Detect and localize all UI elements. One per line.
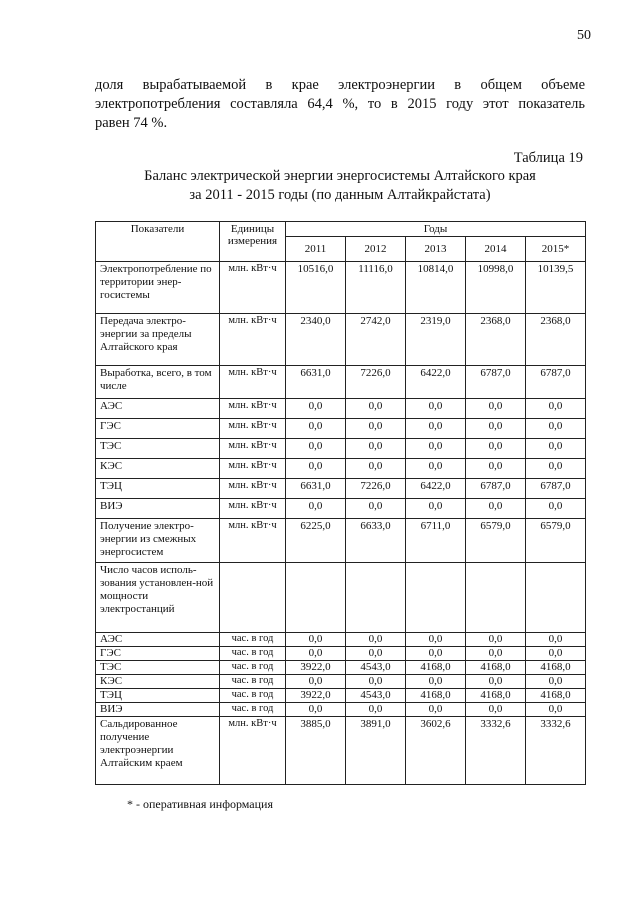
- header-year: 2013: [406, 237, 466, 262]
- table-body: [96, 262, 586, 785]
- row-value: 6422,0: [406, 479, 466, 499]
- row-value: 3332,6: [466, 717, 526, 785]
- row-label: Передача электро-энергии за пределы Алтайского края: [96, 314, 220, 366]
- table-row: [96, 661, 586, 675]
- row-value: 6787,0: [466, 479, 526, 499]
- row-unit: час. в год: [220, 689, 286, 703]
- table-title-line-2: за 2011 - 2015 годы (по данным Алтайкрайстата): [189, 187, 491, 203]
- row-value: 4168,0: [466, 661, 526, 675]
- table-row: [96, 419, 586, 439]
- table-row: [96, 519, 586, 563]
- header-unit: Единицы измерения: [220, 222, 286, 262]
- row-value: 0,0: [346, 459, 406, 479]
- row-value: 4168,0: [406, 689, 466, 703]
- row-value: 0,0: [346, 439, 406, 459]
- header-year: 2012: [346, 237, 406, 262]
- row-value: 6422,0: [406, 366, 466, 399]
- row-unit: млн. кВт·ч: [220, 419, 286, 439]
- row-value: [466, 563, 526, 633]
- row-value: 0,0: [406, 703, 466, 717]
- row-value: 4543,0: [346, 689, 406, 703]
- header-indicator: Показатели: [96, 222, 220, 262]
- row-value: 0,0: [406, 419, 466, 439]
- row-value: 7226,0: [346, 479, 406, 499]
- row-value: 0,0: [466, 459, 526, 479]
- row-value: 0,0: [466, 499, 526, 519]
- row-value: 3602,6: [406, 717, 466, 785]
- row-value: 0,0: [346, 647, 406, 661]
- header-year: 2014: [466, 237, 526, 262]
- row-value: 3885,0: [286, 717, 346, 785]
- table-title-line-1: Баланс электрической энергии энергосистемы Алтайского края: [144, 168, 536, 184]
- row-label: ВИЭ: [96, 499, 220, 519]
- row-value: 0,0: [526, 459, 586, 479]
- row-value: 0,0: [526, 499, 586, 519]
- row-value: 3332,6: [526, 717, 586, 785]
- row-label: ТЭС: [96, 439, 220, 459]
- row-value: 0,0: [286, 675, 346, 689]
- row-value: 6579,0: [526, 519, 586, 563]
- row-label: ТЭС: [96, 661, 220, 675]
- page-number: 50: [577, 28, 591, 43]
- row-value: 10814,0: [406, 262, 466, 314]
- row-unit: [220, 563, 286, 633]
- row-value: 0,0: [286, 419, 346, 439]
- paragraph-line-3: равен 74 %.: [95, 115, 168, 131]
- row-value: 0,0: [346, 633, 406, 647]
- row-label: Сальдированное получение электроэнергии Алтайским краем: [96, 717, 220, 785]
- row-value: 0,0: [526, 703, 586, 717]
- paragraph-line-1: доля вырабатываемой в крае электроэнергии в общем объеме: [95, 77, 585, 93]
- row-value: 0,0: [286, 703, 346, 717]
- row-value: 0,0: [526, 419, 586, 439]
- row-label: ВИЭ: [96, 703, 220, 717]
- table-row: [96, 703, 586, 717]
- row-value: 4168,0: [526, 689, 586, 703]
- row-label: ГЭС: [96, 647, 220, 661]
- row-value: 0,0: [346, 675, 406, 689]
- row-value: 0,0: [406, 633, 466, 647]
- row-label: АЭС: [96, 633, 220, 647]
- row-value: 6225,0: [286, 519, 346, 563]
- row-value: 0,0: [466, 703, 526, 717]
- row-label: ТЭЦ: [96, 689, 220, 703]
- energy-balance-table: [95, 221, 586, 785]
- table-row: [96, 262, 586, 314]
- row-value: 0,0: [466, 675, 526, 689]
- table-row: [96, 439, 586, 459]
- row-value: 2368,0: [466, 314, 526, 366]
- row-value: 0,0: [286, 499, 346, 519]
- row-value: 4543,0: [346, 661, 406, 675]
- row-value: 6787,0: [466, 366, 526, 399]
- table-title: [95, 167, 585, 205]
- row-label: Электропотребление по территории энер-госистемы: [96, 262, 220, 314]
- row-value: 0,0: [466, 633, 526, 647]
- table-row: [96, 633, 586, 647]
- row-label: Число часов исполь-зования установлен-ной мощности электростанций: [96, 563, 220, 633]
- row-label: АЭС: [96, 399, 220, 419]
- row-value: 6633,0: [346, 519, 406, 563]
- row-value: 6711,0: [406, 519, 466, 563]
- row-label: Выработка, всего, в том числе: [96, 366, 220, 399]
- row-value: 0,0: [406, 459, 466, 479]
- row-value: 0,0: [526, 647, 586, 661]
- row-value: 6631,0: [286, 479, 346, 499]
- row-value: 0,0: [526, 633, 586, 647]
- row-unit: млн. кВт·ч: [220, 399, 286, 419]
- row-value: 0,0: [286, 647, 346, 661]
- row-unit: час. в год: [220, 703, 286, 717]
- paragraph-line-2: электропотребления составляла 64,4 %, то в 2015 году этот показатель: [95, 96, 585, 112]
- row-label: Получение электро-энергии из смежных энергосистем: [96, 519, 220, 563]
- row-value: 7226,0: [346, 366, 406, 399]
- row-unit: млн. кВт·ч: [220, 717, 286, 785]
- row-value: 0,0: [526, 399, 586, 419]
- row-unit: час. в год: [220, 675, 286, 689]
- row-value: 4168,0: [406, 661, 466, 675]
- row-label: ТЭЦ: [96, 479, 220, 499]
- row-unit: млн. кВт·ч: [220, 439, 286, 459]
- row-value: 10139,5: [526, 262, 586, 314]
- header-year: 2015*: [526, 237, 586, 262]
- row-value: 3922,0: [286, 689, 346, 703]
- row-label: КЭС: [96, 675, 220, 689]
- row-value: 4168,0: [526, 661, 586, 675]
- row-value: 2340,0: [286, 314, 346, 366]
- row-label: КЭС: [96, 459, 220, 479]
- row-value: 6787,0: [526, 366, 586, 399]
- row-value: [406, 563, 466, 633]
- row-value: 6787,0: [526, 479, 586, 499]
- row-unit: час. в год: [220, 661, 286, 675]
- row-value: 0,0: [466, 399, 526, 419]
- table-row: [96, 314, 586, 366]
- row-value: 0,0: [346, 499, 406, 519]
- table-row: [96, 399, 586, 419]
- row-value: 6631,0: [286, 366, 346, 399]
- row-value: 0,0: [466, 647, 526, 661]
- table-row: [96, 459, 586, 479]
- header-year: 2011: [286, 237, 346, 262]
- table-row: [96, 479, 586, 499]
- row-value: 2368,0: [526, 314, 586, 366]
- body-paragraph: [95, 76, 585, 133]
- row-unit: млн. кВт·ч: [220, 366, 286, 399]
- row-value: 2319,0: [406, 314, 466, 366]
- table-row: [96, 499, 586, 519]
- row-value: 10516,0: [286, 262, 346, 314]
- row-value: 0,0: [406, 647, 466, 661]
- table-row: [96, 717, 586, 785]
- row-value: 0,0: [346, 419, 406, 439]
- row-value: [526, 563, 586, 633]
- row-value: 4168,0: [466, 689, 526, 703]
- row-value: 0,0: [406, 675, 466, 689]
- table-row: [96, 689, 586, 703]
- row-value: 0,0: [526, 439, 586, 459]
- row-value: 10998,0: [466, 262, 526, 314]
- row-value: 3891,0: [346, 717, 406, 785]
- table-caption: Таблица 19: [513, 150, 583, 166]
- row-value: 0,0: [466, 439, 526, 459]
- row-value: 0,0: [466, 419, 526, 439]
- row-value: 0,0: [286, 439, 346, 459]
- row-value: 0,0: [286, 399, 346, 419]
- row-unit: млн. кВт·ч: [220, 519, 286, 563]
- row-value: 6579,0: [466, 519, 526, 563]
- table-row: [96, 675, 586, 689]
- row-value: 2742,0: [346, 314, 406, 366]
- header-years-group: Годы: [286, 222, 586, 237]
- row-unit: млн. кВт·ч: [220, 314, 286, 366]
- row-value: 0,0: [406, 499, 466, 519]
- row-label: ГЭС: [96, 419, 220, 439]
- row-value: 0,0: [286, 459, 346, 479]
- row-unit: час. в год: [220, 633, 286, 647]
- row-unit: млн. кВт·ч: [220, 479, 286, 499]
- footnote: * - оперативная информация: [127, 797, 273, 811]
- row-value: [346, 563, 406, 633]
- row-value: 0,0: [406, 399, 466, 419]
- row-unit: млн. кВт·ч: [220, 459, 286, 479]
- row-value: 3922,0: [286, 661, 346, 675]
- row-value: 11116,0: [346, 262, 406, 314]
- table-header-row-1: [96, 222, 586, 237]
- row-unit: млн. кВт·ч: [220, 499, 286, 519]
- row-unit: млн. кВт·ч: [220, 262, 286, 314]
- row-value: [286, 563, 346, 633]
- row-value: 0,0: [346, 399, 406, 419]
- table-row: [96, 647, 586, 661]
- row-value: 0,0: [406, 439, 466, 459]
- row-value: 0,0: [286, 633, 346, 647]
- table-row: [96, 366, 586, 399]
- row-unit: час. в год: [220, 647, 286, 661]
- row-value: 0,0: [346, 703, 406, 717]
- table-row: [96, 563, 586, 633]
- row-value: 0,0: [526, 675, 586, 689]
